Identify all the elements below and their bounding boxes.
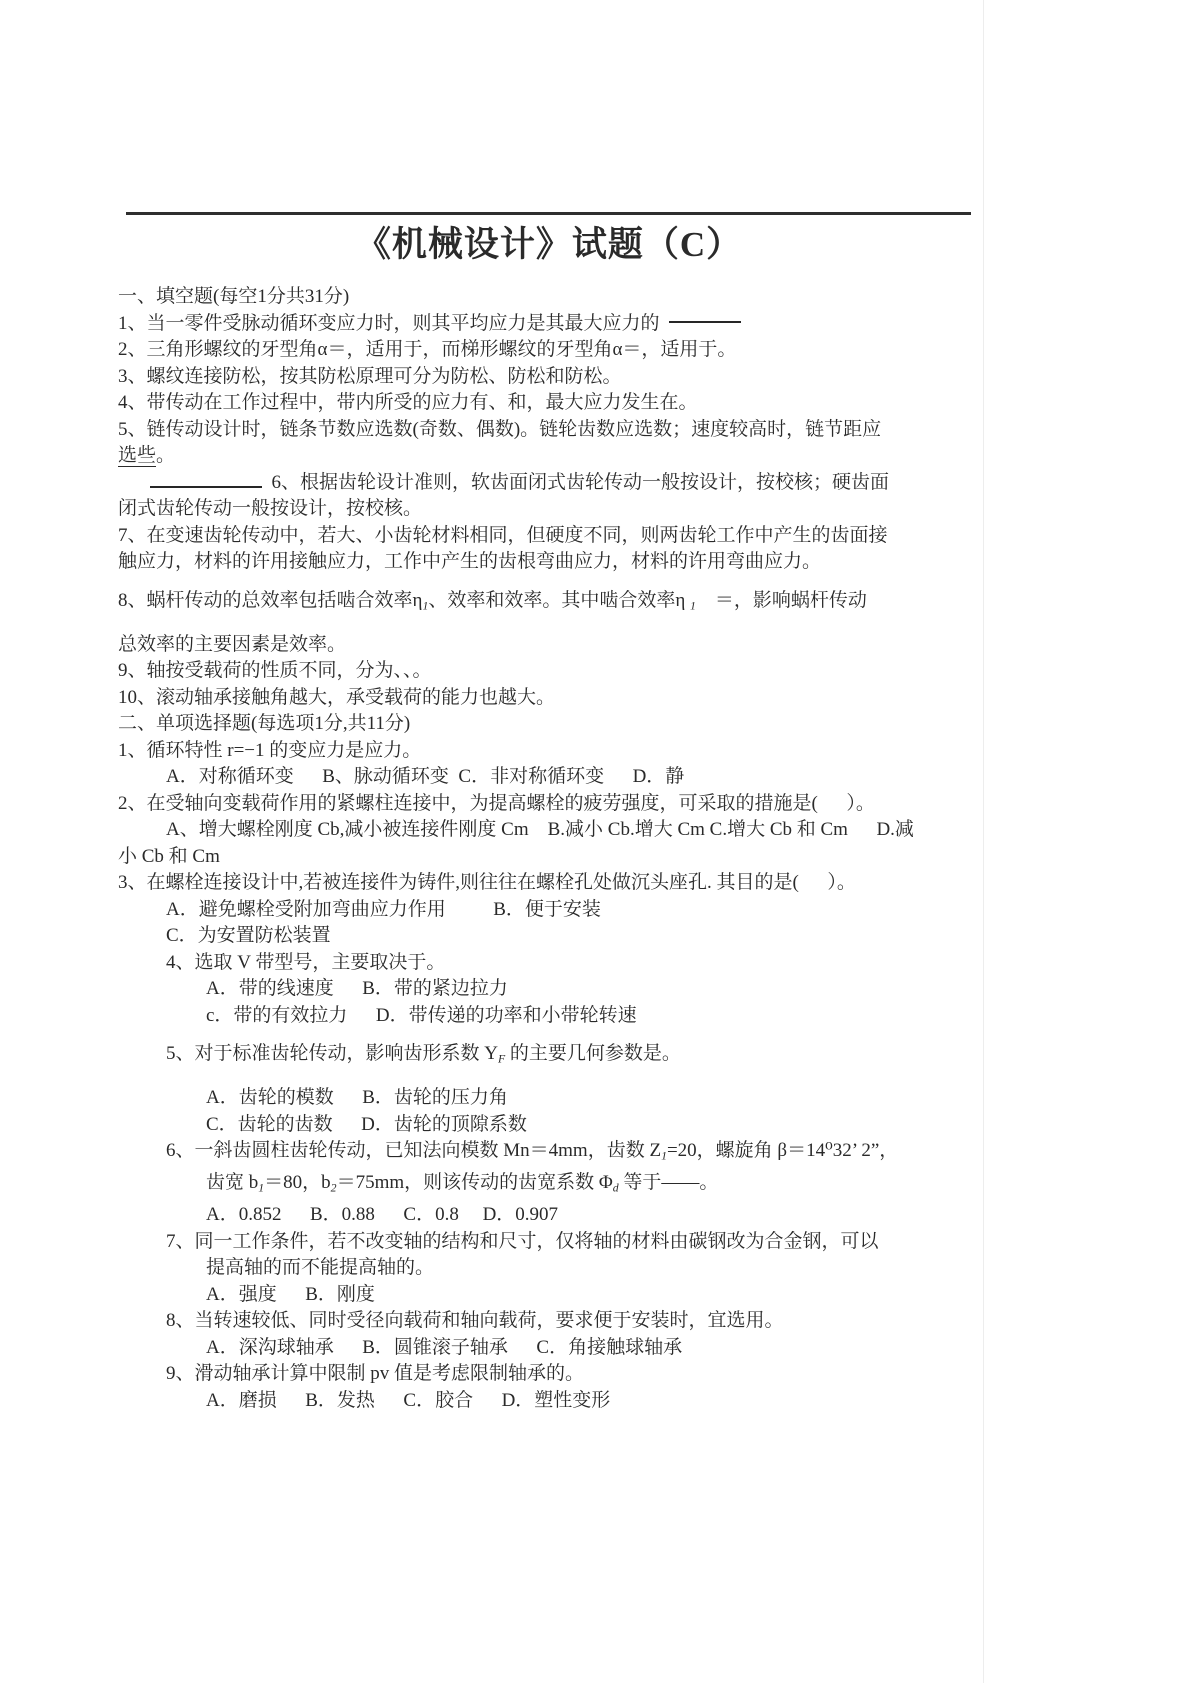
choice-q5-options-cd (118, 1112, 980, 1139)
text-segment: 提高轴的而不能提高轴的。 (206, 1257, 435, 1279)
document-lines (118, 284, 980, 1414)
text-segment: 5、链传动设计时，链条节数应选数(奇数、偶数)。链轮齿数应选数；速度较高时，链节距应 (118, 418, 882, 440)
text-segment: A．磨损 B．发热 C．胶合 D．塑性变形 (206, 1389, 611, 1411)
page-title: 《机械设计》试题（C） (355, 225, 743, 264)
text-segment: A．深沟球轴承 B．圆锥滚子轴承 C．角接触球轴承 (206, 1336, 683, 1358)
text-segment: 4、带传动在工作过程中，带内所受的应力有、和，最大应力发生在。 (118, 392, 698, 413)
text-segment: 小 Cb 和 Cm (118, 845, 220, 867)
text-segment: 3、螺纹连接防松，按其防松原理可分为防松、防松和防松。 (118, 365, 622, 387)
fill-q10 (118, 685, 980, 712)
text-segment: 一、填空题(每空1分共31分) (118, 286, 350, 307)
choice-q7-cont (118, 1255, 980, 1282)
text-segment: 二、单项选择题(每选项1分,共11分) (118, 713, 411, 735)
text-segment: 1 (258, 1181, 265, 1195)
choice-q5 (118, 1041, 980, 1073)
text-segment: 闭式齿轮传动一般按设计，按校核。 (118, 498, 423, 520)
choice-q1-options (118, 764, 980, 791)
text-segment: d (612, 1181, 619, 1195)
text-segment: =20，螺旋角 β＝14⁰32’ 2”， (666, 1140, 899, 1162)
choice-q4-options-cd (118, 1003, 980, 1030)
fill-q8-cont (118, 632, 980, 659)
text-segment: 、效率和效率。其中啮合效率η (428, 589, 691, 611)
choice-q2 (118, 791, 980, 818)
text-segment: 1 (690, 599, 696, 613)
choice-q1 (118, 738, 980, 765)
page-edge-line (983, 0, 984, 1683)
text-segment: 1、循环特性 r=−1 的变应力是应力。 (118, 739, 422, 761)
text-segment: 2、在受轴向变载荷作用的紧螺柱连接中，为提高螺栓的疲劳强度，可采取的措施是( ）。 (118, 792, 875, 814)
choice-q3 (118, 870, 980, 897)
fill-q5-cont (118, 443, 980, 470)
section2-header (118, 711, 980, 738)
underlined-text: 选些 (118, 445, 157, 466)
text-segment: 9、轴按受载荷的性质不同，分为、、。 (118, 660, 432, 682)
fill-q7 (118, 523, 980, 550)
choice-q7 (118, 1229, 980, 1256)
text-segment: 6、根据齿轮设计准则，软齿面闭式齿轮传动一般按设计，按校核；硬齿面 (262, 471, 890, 493)
choice-q8 (118, 1308, 980, 1335)
text-segment: 7、在变速齿轮传动中，若大、小齿轮材料相同，但硬度不同，则两齿轮工作中产生的齿面接 (118, 524, 888, 546)
fill-q7-cont (118, 549, 980, 576)
fill-q6 (118, 470, 980, 497)
text-segment: F (497, 1052, 506, 1066)
text-segment: 10、滚动轴承接触角越大，承受载荷的能力也越大。 (118, 686, 556, 708)
section1-header (118, 284, 980, 311)
text-segment: A．齿轮的模数 B．齿轮的压力角 (206, 1087, 508, 1109)
text-segment: 6、一斜齿圆柱齿轮传动，已知法向模数 Mn＝4mm，齿数 Z (166, 1140, 662, 1162)
choice-q6-options (118, 1202, 980, 1229)
text-segment: C．齿轮的齿数 D．齿轮的顶隙系数 (206, 1113, 527, 1135)
fill-q5 (118, 417, 980, 444)
blank-dash (669, 321, 741, 324)
fill-q4 (118, 390, 980, 417)
blank-underline (150, 470, 262, 488)
fill-q1 (118, 311, 980, 338)
text-segment: 1 (661, 1149, 667, 1163)
document-content (118, 0, 980, 1414)
text-segment: 3、在螺栓连接设计中,若被连接件为铸件,则往往在螺栓孔处做沉头座孔. 其目的是( ）。 (118, 872, 856, 894)
text-segment: ＝，影响蜗杆传动 (695, 589, 867, 611)
text-segment: 1 (422, 599, 429, 613)
fill-q3 (118, 364, 980, 391)
text-segment: 8、当转速较低、同时受径向载荷和轴向载荷，要求便于安装时，宜选用。 (166, 1310, 784, 1332)
choice-q2-options (118, 817, 980, 844)
choice-q4-options-ab (118, 976, 980, 1003)
fill-q8 (118, 588, 980, 620)
text-segment: 7、同一工作条件，若不改变轴的结构和尺寸，仅将轴的材料由碳钢改为合金钢，可以 (166, 1230, 879, 1252)
choice-q4 (118, 950, 980, 977)
text-segment: 等于——。 (618, 1172, 719, 1194)
text-segment: 。 (156, 445, 176, 466)
text-segment: 9、滑动轴承计算中限制 pv 值是考虑限制轴承的。 (166, 1363, 585, 1385)
text-segment: 的主要几何参数是。 (505, 1043, 681, 1065)
text-segment: A．强度 B．刚度 (206, 1283, 375, 1305)
choice-q2-options-cont (118, 844, 980, 871)
text-segment: A．避免螺栓受附加弯曲应力作用 B．便于安装 (166, 898, 601, 920)
choice-q9 (118, 1361, 980, 1388)
fill-q9 (118, 658, 980, 685)
choice-q8-options (118, 1335, 980, 1362)
text-segment: A．对称循环变 B、脉动循环变 C．非对称循环变 D．静 (166, 766, 685, 788)
fill-q2 (118, 337, 980, 364)
text-segment: 齿宽 b (206, 1172, 259, 1194)
choice-q5-options-ab (118, 1085, 980, 1112)
text-segment: 8、蜗杆传动的总效率包括啮合效率η (118, 589, 423, 611)
text-segment: ＝80，b (264, 1172, 331, 1194)
text-segment: 1、当一零件受脉动循环变应力时，则其平均应力是其最大应力的 (118, 312, 670, 334)
text-segment: A、增大螺栓刚度 Cb,减小被连接件刚度 Cm B.减小 Cb.增大 Cm C.增大 Cb 和 Cm D.减 (166, 819, 914, 841)
choice-q3-options-c (118, 923, 980, 950)
choice-q6-cont (118, 1170, 980, 1202)
choice-q6 (118, 1138, 980, 1170)
text-segment: 5、对于标准齿轮传动，影响齿形系数 Y (166, 1043, 498, 1065)
header-rule (126, 212, 971, 215)
text-segment: A．带的线速度 B．带的紧边拉力 (206, 978, 508, 1000)
text-segment: 总效率的主要因素是效率。 (118, 633, 347, 655)
text-segment: C．为安置防松装置 (166, 925, 331, 947)
text-segment: 2 (330, 1181, 337, 1195)
text-segment: A．0.852 B．0.88 C．0.8 D．0.907 (206, 1204, 559, 1226)
fill-q6-cont (118, 496, 980, 523)
text-segment: 2、三角形螺纹的牙型角α＝，适用于，而梯形螺纹的牙型角α＝，适用于。 (118, 339, 737, 360)
text-segment: c．带的有效拉力 D．带传递的功率和小带轮转速 (206, 1004, 637, 1026)
text-segment: 4、选取 V 带型号，主要取决于。 (166, 951, 446, 973)
text-segment: 触应力，材料的许用接触应力，工作中产生的齿根弯曲应力，材料的许用弯曲应力。 (118, 551, 822, 573)
text-segment: ＝75mm，则该传动的齿宽系数 Φ (336, 1172, 613, 1194)
choice-q7-options (118, 1282, 980, 1309)
choice-q9-options (118, 1388, 980, 1415)
choice-q3-options-ab (118, 897, 980, 924)
